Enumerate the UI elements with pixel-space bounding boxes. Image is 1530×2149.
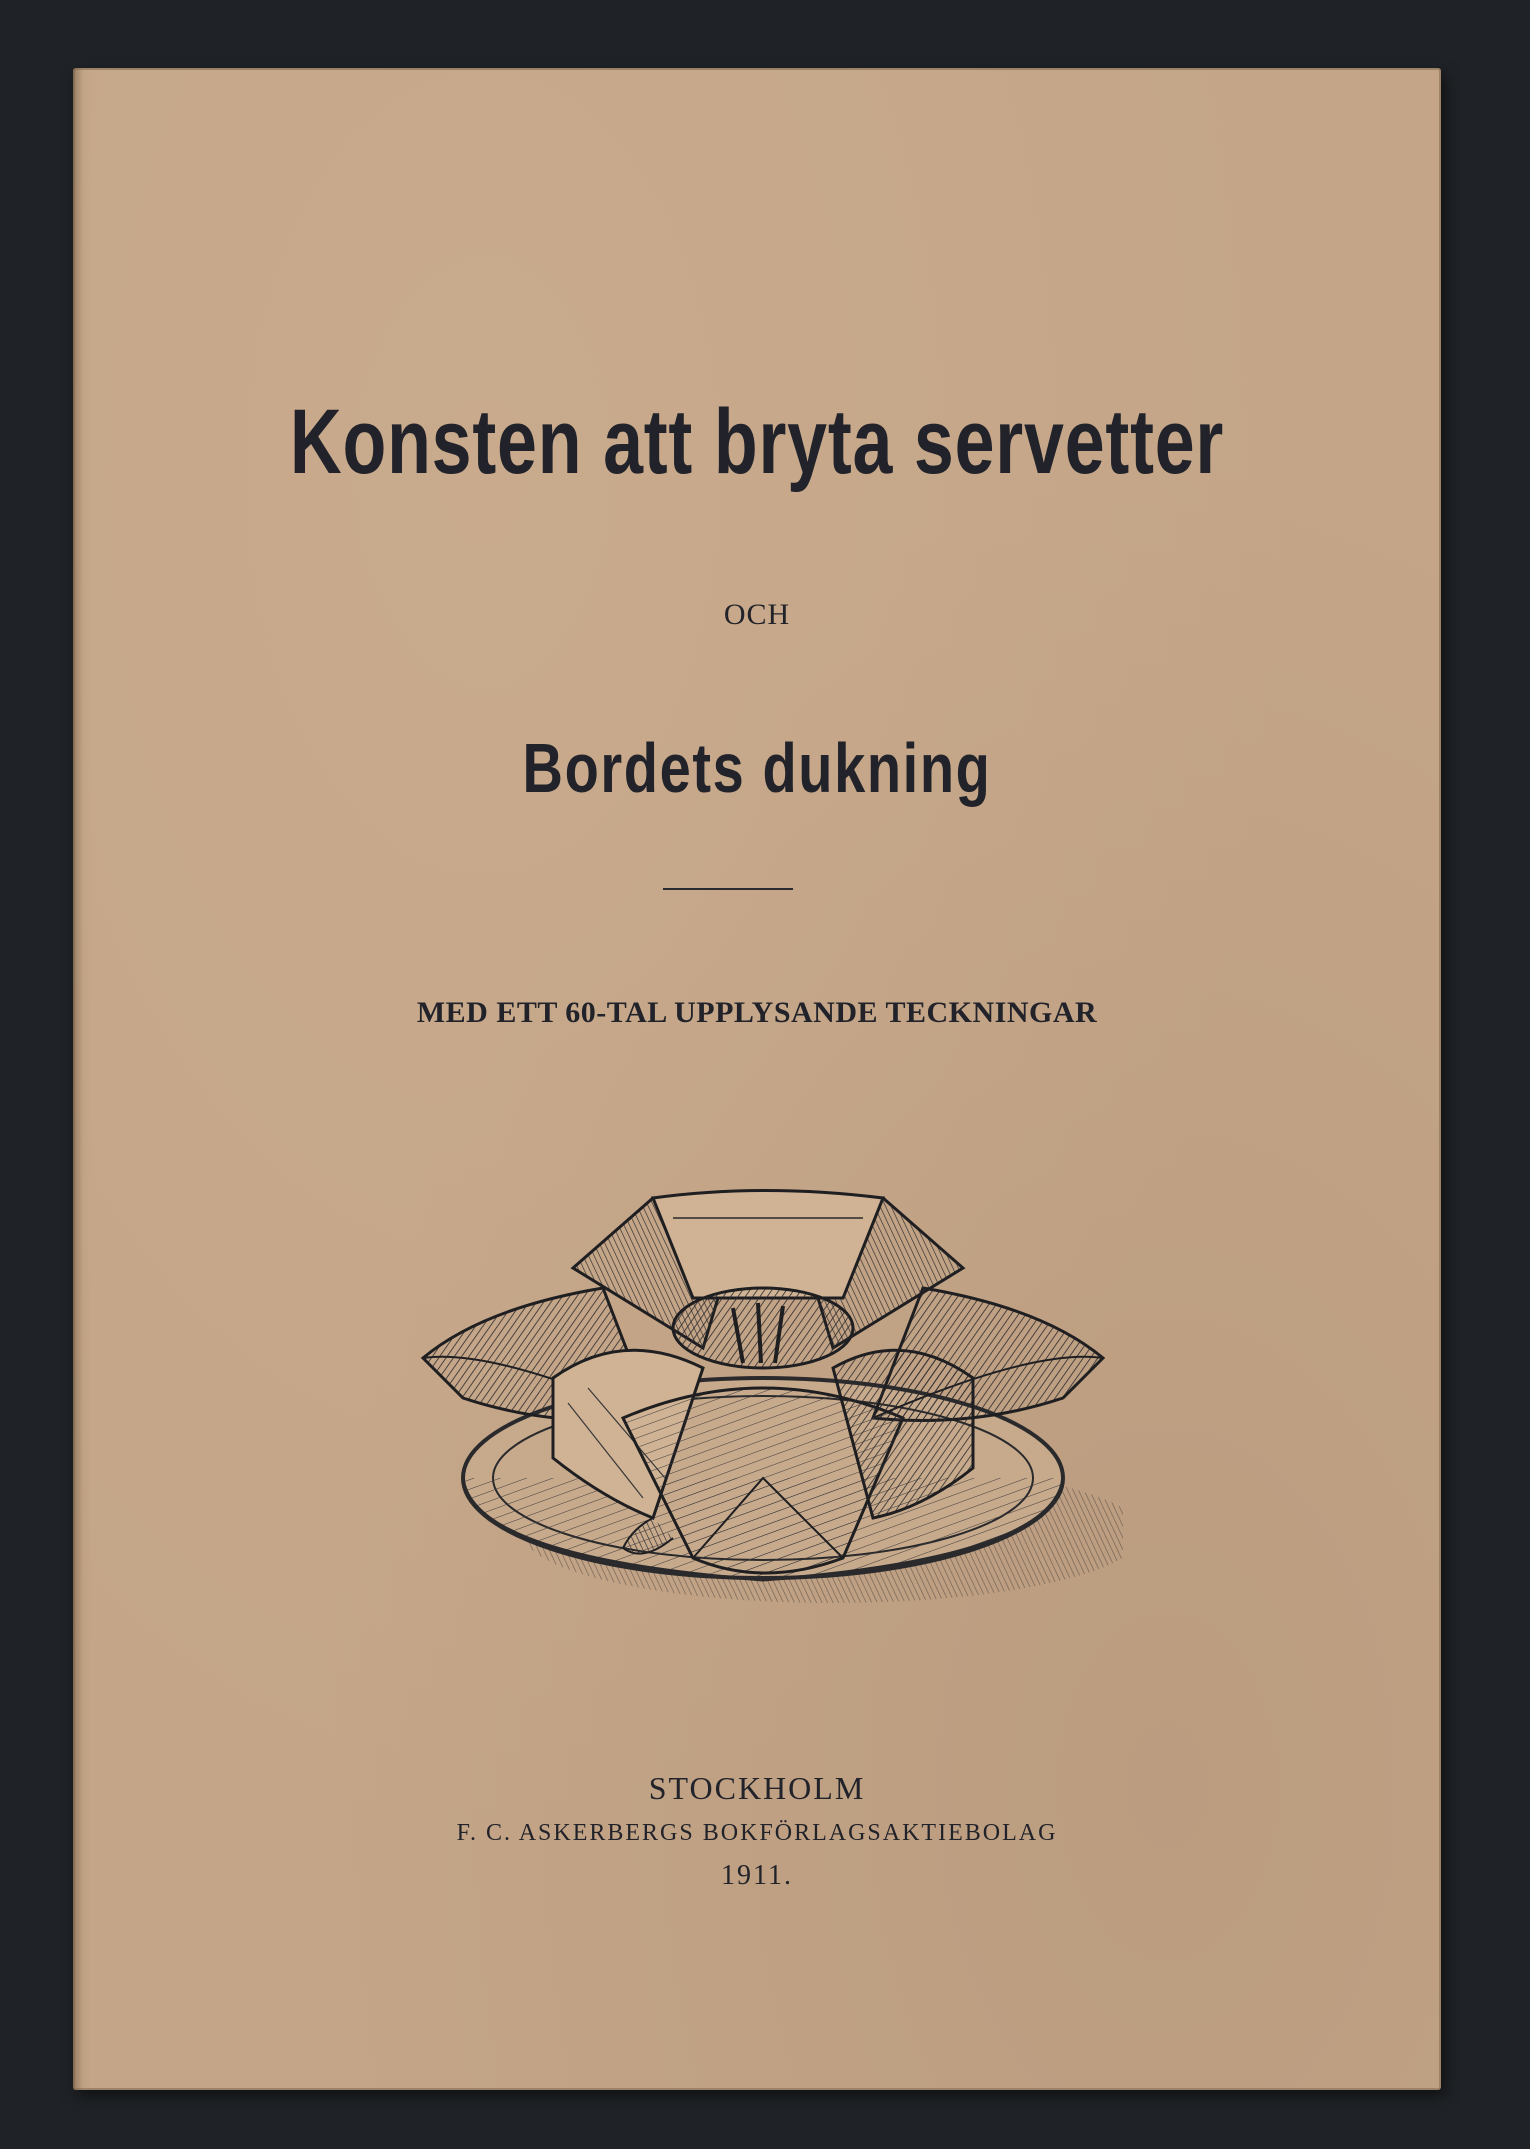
tagline: MED ETT 60-TAL UPPLYSANDE TECKNINGAR	[416, 996, 1098, 1029]
napkin-plate-illustration-icon	[403, 1178, 1123, 1648]
divider-rule	[663, 888, 793, 890]
publication-place: STOCKHOLM	[648, 1770, 866, 1806]
book-cover	[73, 68, 1441, 2090]
book-subtitle: Bordets dukning	[522, 729, 992, 807]
publisher-name: F. C. ASKERBERGS BOKFÖRLAGSAKTIEBOLAG	[456, 1820, 1058, 1846]
conjunction-text: OCH	[723, 598, 791, 631]
book-title: Konsten att bryta servetter	[289, 391, 1225, 493]
publication-year: 1911.	[721, 1860, 793, 1891]
